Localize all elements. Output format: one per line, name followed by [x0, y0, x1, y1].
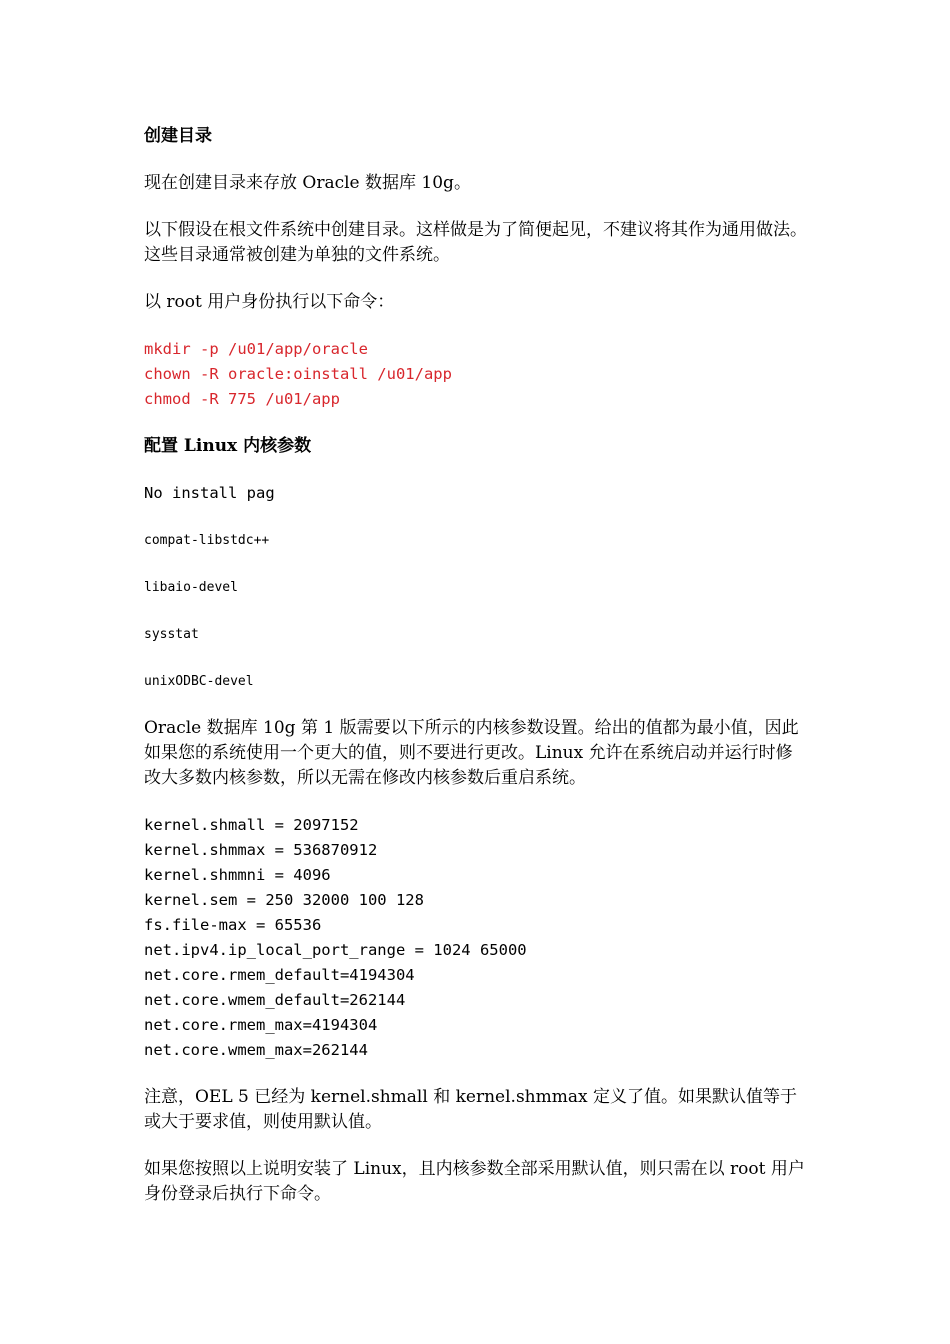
section-heading-create-dir: 创建目录 — [144, 126, 212, 146]
kernel-param-line: kernel.shmall = 2097152 — [144, 816, 359, 834]
kernel-param-line: net.core.wmem_max=262144 — [144, 1041, 368, 1059]
create-dir-note: 以下假设在根文件系统中创建目录。这样做是为了简便起见，不建议将其作为通用做法。这些目录通常被创建为单独的文件系统。 — [144, 220, 807, 265]
root-exec-instruction: 以 root 用户身份执行以下命令： — [144, 292, 395, 312]
kernel-param-line: fs.file-max = 65536 — [144, 916, 322, 934]
kernel-param-line: kernel.shmmax = 536870912 — [144, 841, 378, 859]
kernel-param-line: net.core.wmem_default=262144 — [144, 991, 406, 1009]
document-page — [144, 124, 808, 1207]
kernel-intro: Oracle 数据库 10g 第 1 版需要以下所示的内核参数设置。给出的值都为最小值，因此如果您的系统使用一个更大的值，则不要进行更改。Linux 允许在系统启动并运行时修改大多数内核参数，所以无需在修改内核参数后重启系统。 — [144, 718, 799, 788]
kernel-params-block — [144, 813, 808, 1063]
kernel-param-line: kernel.shmmni = 4096 — [144, 866, 331, 884]
kernel-param-line: net.ipv4.ip_local_port_range = 1024 65000 — [144, 941, 527, 959]
command-line: chown -R oracle:oinstall /u01/app — [144, 365, 452, 383]
create-dir-intro: 现在创建目录来存放 Oracle 数据库 10g。 — [144, 173, 471, 193]
kernel-param-line: kernel.sem = 250 32000 100 128 — [144, 891, 424, 909]
command-line: mkdir -p /u01/app/oracle — [144, 340, 368, 358]
command-block — [144, 337, 808, 412]
kernel-param-line: net.core.rmem_max=4194304 — [144, 1016, 378, 1034]
package-item: sysstat — [144, 627, 199, 642]
oel-note: 注意，OEL 5 已经为 kernel.shmall 和 kernel.shmmax 定义了值。如果默认值等于或大于要求值，则使用默认值。 — [144, 1087, 797, 1132]
kernel-param-line: net.core.rmem_default=4194304 — [144, 966, 415, 984]
package-item: unixODBC-devel — [144, 674, 254, 689]
section-heading-kernel: 配置 Linux 内核参数 — [144, 436, 312, 456]
no-install-text: No install pag — [144, 484, 275, 502]
package-item: compat-libstdc++ — [144, 533, 270, 548]
package-item: libaio-devel — [144, 580, 238, 595]
command-line: chmod -R 775 /u01/app — [144, 390, 340, 408]
closing-paragraph: 如果您按照以上说明安装了 Linux，且内核参数全部采用默认值，则只需在以 root 用户身份登录后执行下命令。 — [144, 1159, 805, 1204]
